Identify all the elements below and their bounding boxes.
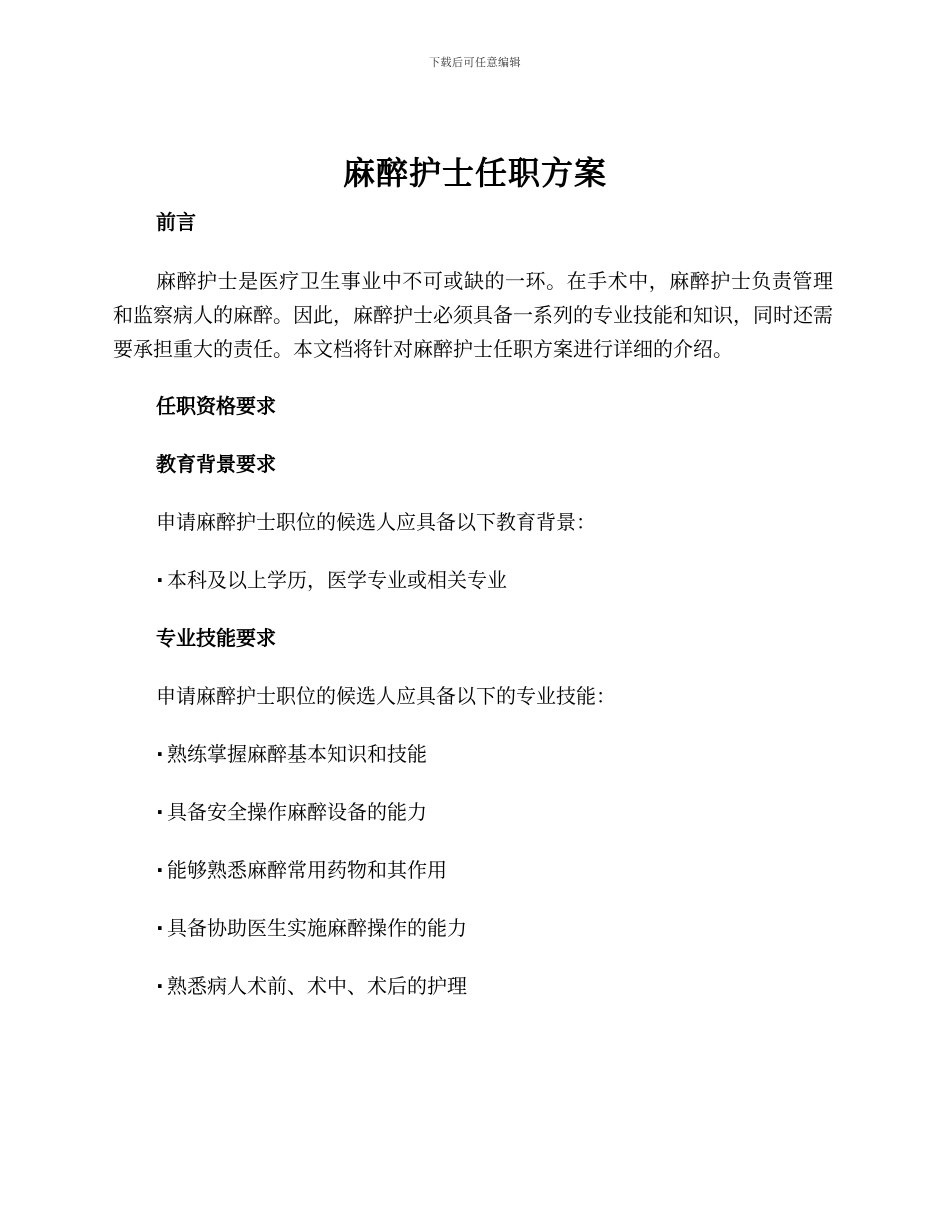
section-heading-preface: 前言	[156, 210, 196, 234]
list-item	[113, 796, 833, 828]
list-item-text: 具备安全操作麻醉设备的能力	[167, 800, 427, 824]
bullet-icon: ·	[156, 568, 164, 592]
list-item	[113, 854, 833, 886]
list-item-text: 本科及以上学历，医学专业或相关专业	[167, 568, 507, 592]
section-heading-education: 教育背景要求	[156, 452, 276, 476]
list-item	[113, 564, 833, 596]
list-item-text: 熟练掌握麻醉基本知识和技能	[167, 742, 427, 766]
bullet-icon: ·	[156, 858, 164, 882]
skills-intro: 申请麻醉护士职位的候选人应具备以下的专业技能：	[156, 684, 616, 708]
section-heading-qualifications: 任职资格要求	[156, 394, 276, 418]
list-item-text: 熟悉病人术前、术中、术后的护理	[167, 974, 467, 998]
education-intro: 申请麻醉护士职位的候选人应具备以下教育背景：	[156, 510, 596, 534]
list-item	[113, 738, 833, 770]
document-body	[113, 206, 833, 1002]
document-title: 麻醉护士任职方案	[342, 154, 607, 192]
list-item	[113, 970, 833, 1002]
bullet-icon: ·	[156, 974, 164, 998]
list-item-text: 能够熟悉麻醉常用药物和其作用	[167, 858, 447, 882]
preface-paragraph: 麻醉护士是医疗卫生事业中不可或缺的一环。在手术中，麻醉护士负责管理和监察病人的麻醉。因此，麻醉护士必须具备一系列的专业技能和知识，同时还需要承担重大的责任。本文档将针对麻醉护士任职方案进行详细的介绍。	[113, 269, 833, 361]
section-heading-skills: 专业技能要求	[156, 626, 276, 650]
bullet-icon: ·	[156, 916, 164, 940]
list-item	[113, 912, 833, 944]
bullet-icon: ·	[156, 800, 164, 824]
header-note: 下载后可任意编辑	[429, 56, 521, 69]
bullet-icon: ·	[156, 742, 164, 766]
list-item-text: 具备协助医生实施麻醉操作的能力	[167, 916, 467, 940]
